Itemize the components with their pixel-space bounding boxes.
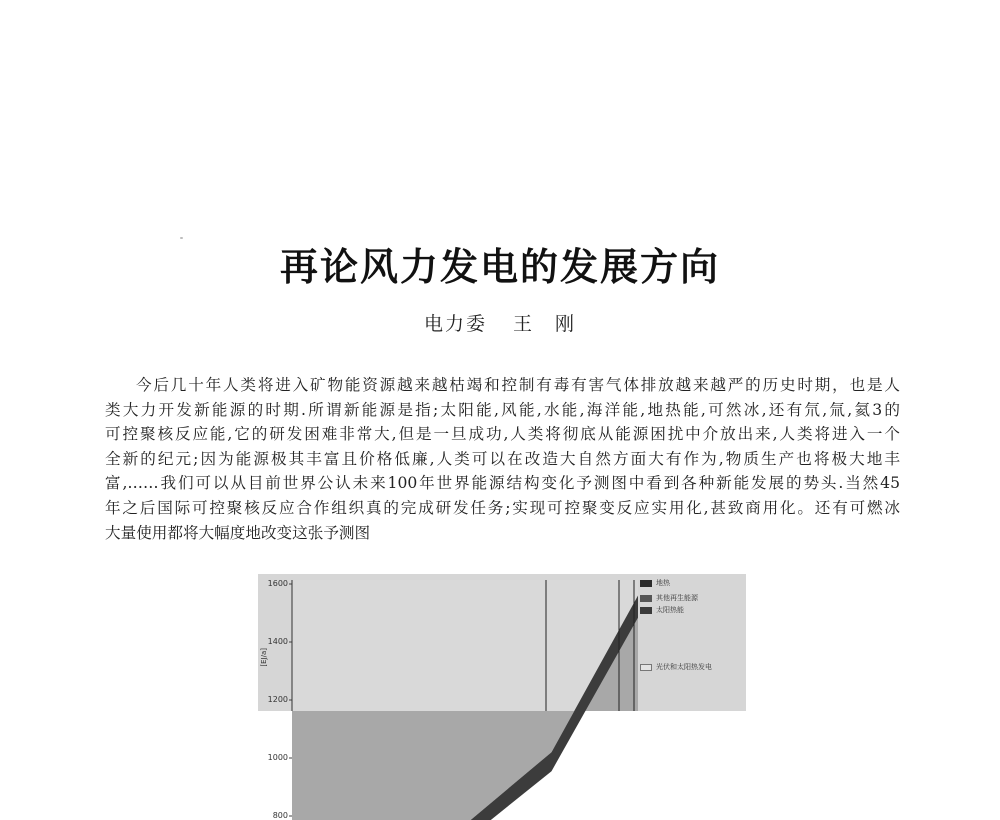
paragraph-line: 富,……我们可以从目前世界公认未来100年世界能源结构变化予测图中看到各种新能发展的势头.当然45 (105, 474, 900, 493)
y-tick-label: 1400 (267, 637, 288, 646)
article-body-paragraph (105, 373, 900, 545)
legend-item-pv-solar-power: 光伏和太阳热发电 (640, 662, 712, 672)
paragraph-line: 年之后国际可控聚核反应合作组织真的完成研发任务;实现可控聚变反应实用化,甚致商用化。还有可燃冰 (105, 498, 900, 517)
y-tick-label: 800 (272, 811, 288, 820)
author-line (0, 309, 1000, 336)
legend-swatch (640, 595, 652, 602)
y-tick-label: 1600 (267, 579, 288, 588)
legend-swatch (640, 607, 652, 614)
y-tick-label: 1200 (267, 695, 288, 704)
paragraph-line: 全新的纪元;因为能源极其丰富且价格低廉,人类可以在改造大自然方面大有作为,物质生产也将极大地丰 (105, 449, 900, 468)
legend-item-other-renewables: 其他再生能源 (640, 593, 698, 603)
legend-swatch (640, 664, 652, 671)
legend-swatch (640, 580, 652, 587)
y-tick-label: 1000 (267, 753, 288, 762)
author-name: 王 刚 (513, 313, 577, 335)
energy-forecast-chart (258, 574, 746, 820)
paragraph-line: 类大力开发新能源的时期.所谓新能源是指;太阳能,风能,水能,海洋能,地热能,可然冰,还有氘,氚,氦3的 (105, 400, 900, 419)
y-axis-label: [EJ/a] (260, 648, 268, 667)
article-title: 再论风力发电的发展方向 (279, 245, 720, 289)
author-affiliation: 电力委 (423, 313, 487, 335)
legend-item-solar-thermal: 太阳热能 (640, 605, 684, 615)
paragraph-line: 可控聚核反应能,它的研发困难非常大,但是一旦成功,人类将彻底从能源困扰中介放出来,人类将进入一个 (105, 425, 900, 444)
legend-item-geothermal: 地热 (640, 578, 670, 588)
paragraph-line: 今后几十年人类将进入矿物能资源越来越枯竭和控制有毒有害气体排放越来越严的历史时期，也是人 (136, 376, 900, 394)
paragraph-line: 大量使用都将大幅度地改变这张予测图 (105, 523, 371, 542)
